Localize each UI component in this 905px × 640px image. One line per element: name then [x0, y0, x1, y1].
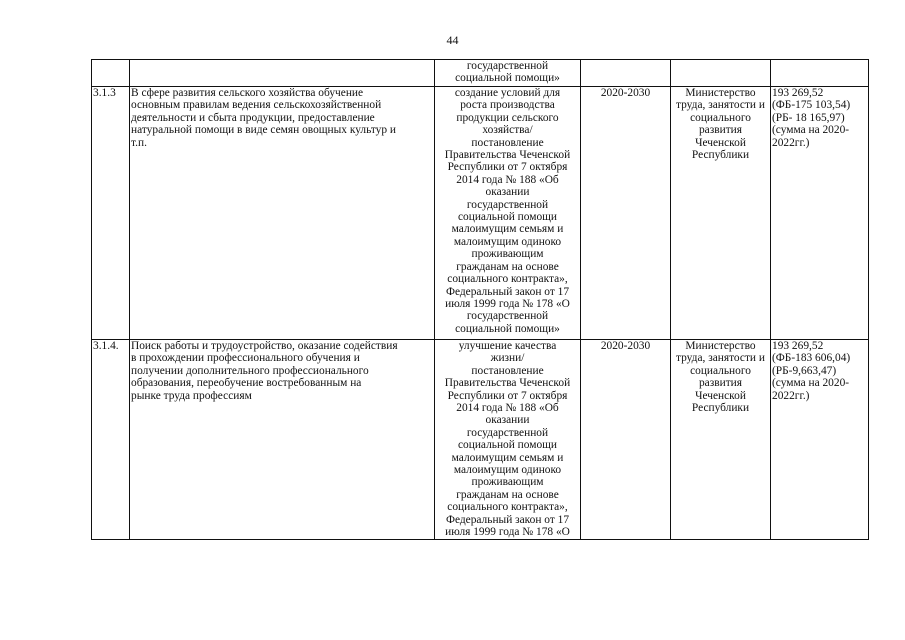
cell-period: 2020-2030 [581, 87, 671, 340]
table-row [92, 340, 869, 540]
cell-funding [771, 60, 869, 87]
cell-period: 2020-2030 [581, 340, 671, 540]
table-row-continuation [92, 60, 869, 87]
cell-basis: создание условий для роста производства продукции сельского хозяйства/ постановление Правительства Чеченской Республики от 7 октября 2014 года № 188 «Об оказании государственной социальной помощи малоимущим семьям и малоимущим одиноко проживающим гражданам на основе социального контракта», Федеральный закон от 17 июля 1999 года № 178 «О государственной социальной помощи» [435, 87, 581, 340]
cell-executor: Министерство труда, занятости и социального развития Чеченской Республики [671, 87, 771, 340]
page-number: 44 [446, 33, 459, 47]
cell-number: 3.1.4. [92, 340, 130, 540]
program-measures-table [91, 59, 869, 540]
cell-period [581, 60, 671, 87]
cell-executor [671, 60, 771, 87]
cell-description: Поиск работы и трудоустройство, оказание содействия в прохождении профессионального обучения и получении дополнительного профессионального образования, переобучение востребованным на рынке труда профессиям [130, 340, 435, 540]
cell-basis: улучшение качества жизни/ постановление Правительства Чеченской Республики от 7 октября 2014 года № 188 «Об оказании государственной социальной помощи малоимущим семьям и малоимущим одиноко проживающим гражданам на основе социального контракта», Федеральный закон от 17 июля 1999 года № 178 «О [435, 340, 581, 540]
cell-funding: 193 269,52 (ФБ-175 103,54) (РБ- 18 165,97) (сумма на 2020- 2022гг.) [771, 87, 869, 340]
cell-number: 3.1.3 [92, 87, 130, 340]
cell-description [130, 60, 435, 87]
cell-funding: 193 269,52 (ФБ-183 606,04) (РБ-9,663,47) (сумма на 2020- 2022гг.) [771, 340, 869, 540]
cell-description: В сфере развития сельского хозяйства обучение основным правилам ведения сельскохозяйственной деятельности и сбыта продукции, предоставление натуральной помощи в виде семян овощных культур и т.п. [130, 87, 435, 340]
cell-number [92, 60, 130, 87]
cell-executor: Министерство труда, занятости и социального развития Чеченской Республики [671, 340, 771, 540]
table-row [92, 87, 869, 340]
cell-basis: государственной социальной помощи» [435, 60, 581, 87]
